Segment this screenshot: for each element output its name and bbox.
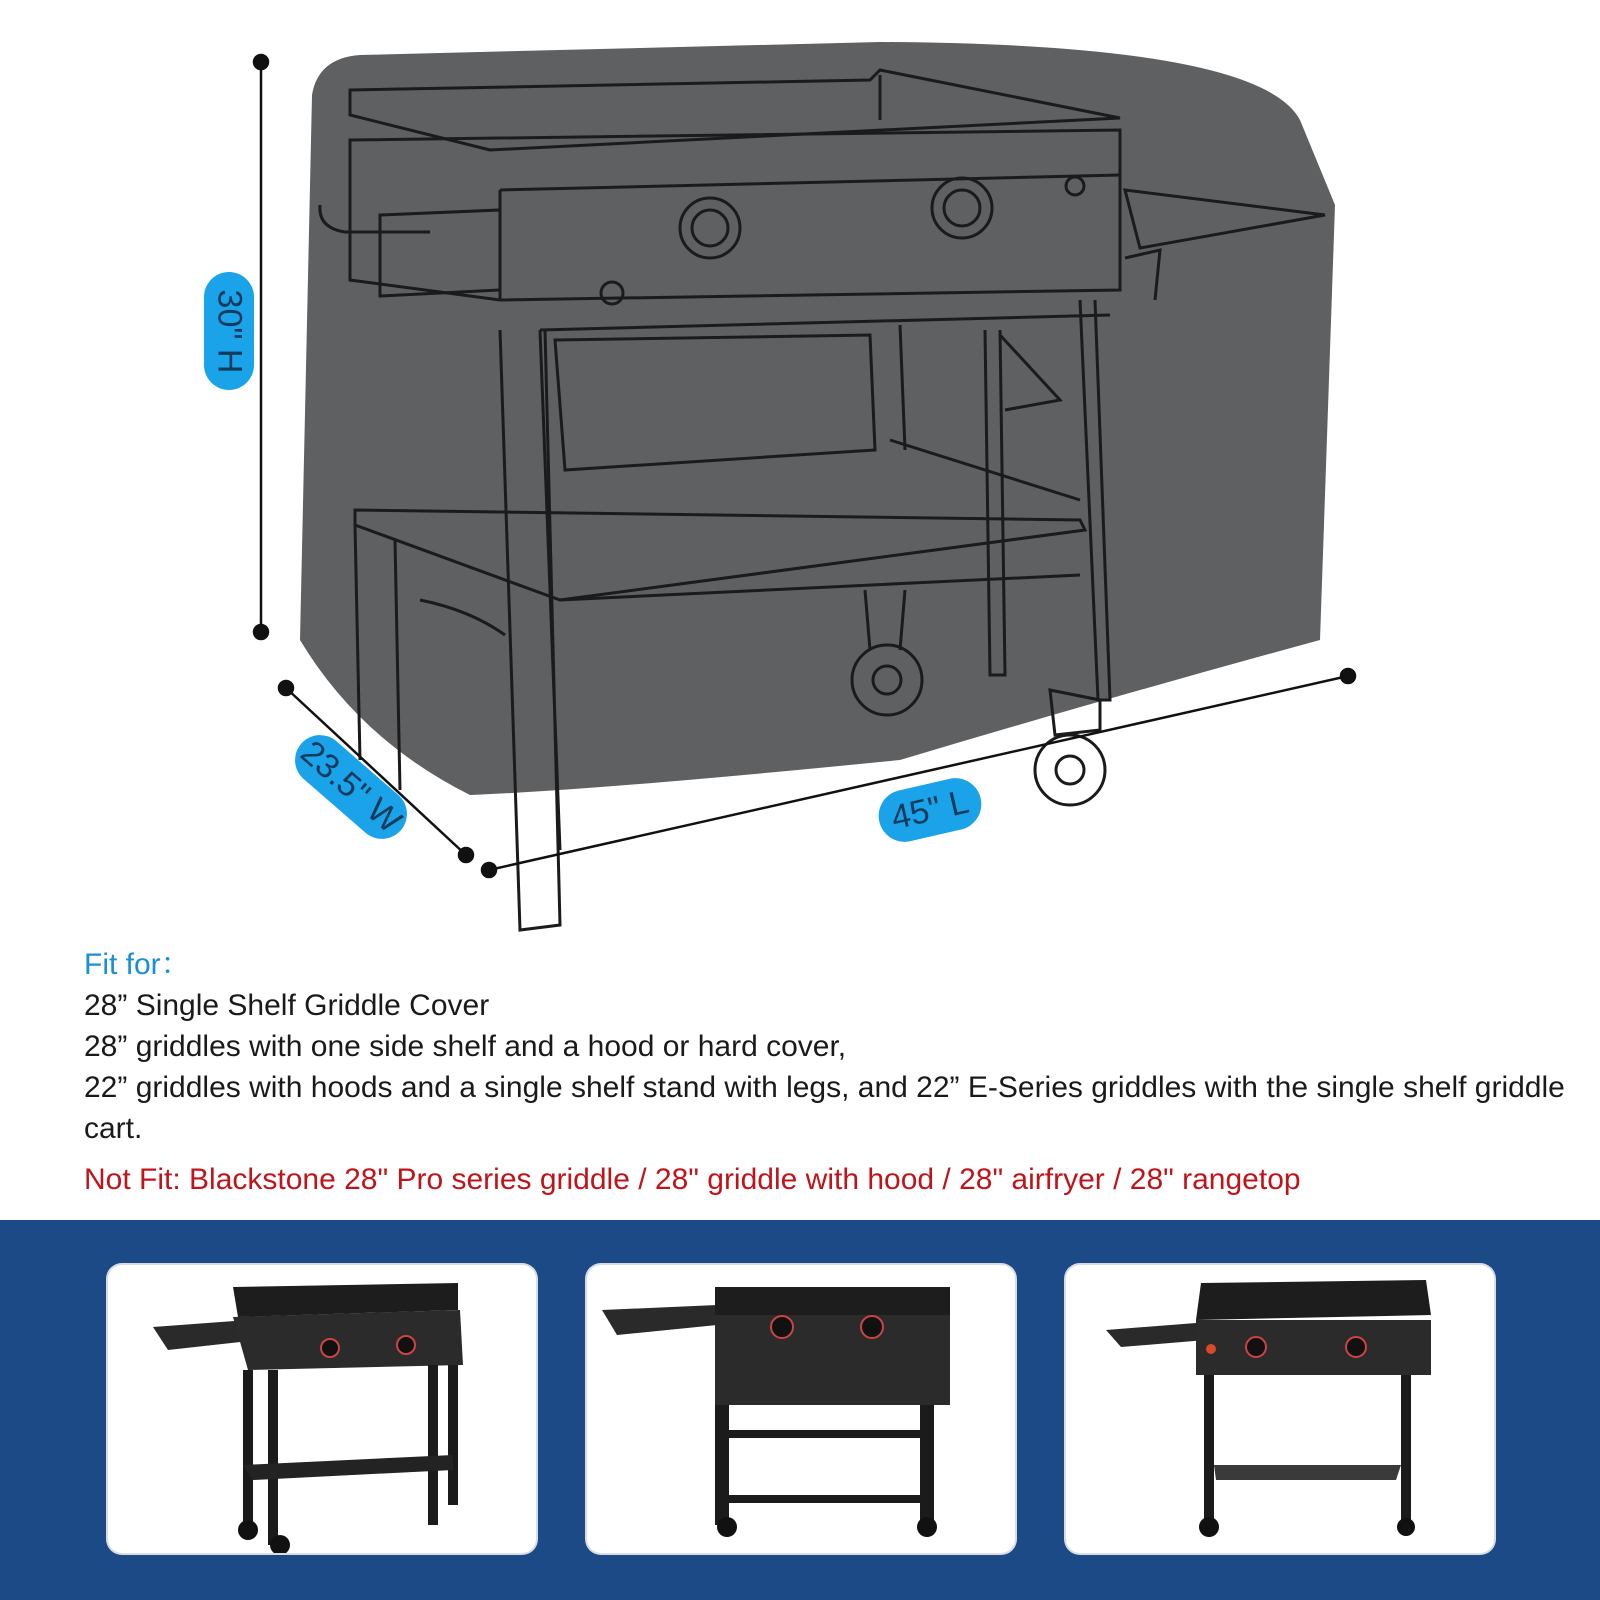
length-label: 45" L	[887, 782, 973, 837]
cover-silhouette	[300, 42, 1335, 795]
product-card-3	[1066, 1265, 1494, 1553]
product-card-1	[108, 1265, 536, 1553]
height-dimension-badge	[204, 272, 254, 390]
fit-for-title: Fit for：	[84, 948, 191, 981]
not-fit-text: Blackstone 28" Pro series griddle / 28" griddle with hood / 28" airfryer / 28" rangetop	[180, 1163, 1301, 1196]
fit-line-1: 28” Single Shelf Griddle Cover	[84, 989, 490, 1022]
fit-for-section	[84, 944, 1574, 1149]
griddle-front-view-with-knobs-icon	[587, 1265, 1015, 1553]
griddle-with-side-shelf-three-quarter-view-icon	[1066, 1265, 1494, 1553]
product-card-2	[587, 1265, 1015, 1553]
product-gallery-band	[0, 1220, 1600, 1600]
not-fit-label: Not Fit:	[84, 1163, 181, 1196]
fit-line-2: 28” griddles with one side shelf and a hood or hard cover,	[84, 1030, 847, 1063]
griddle-with-side-shelf-angled-view-icon	[108, 1265, 536, 1553]
fit-line-3: 22” griddles with hoods and a single shelf stand with legs, and 22” E-Series griddles with the single shelf griddle cart.	[84, 1071, 1565, 1145]
height-label: 30" H	[210, 289, 249, 373]
width-label: 23.5" W	[293, 732, 409, 841]
not-fit-section	[84, 1163, 1584, 1197]
